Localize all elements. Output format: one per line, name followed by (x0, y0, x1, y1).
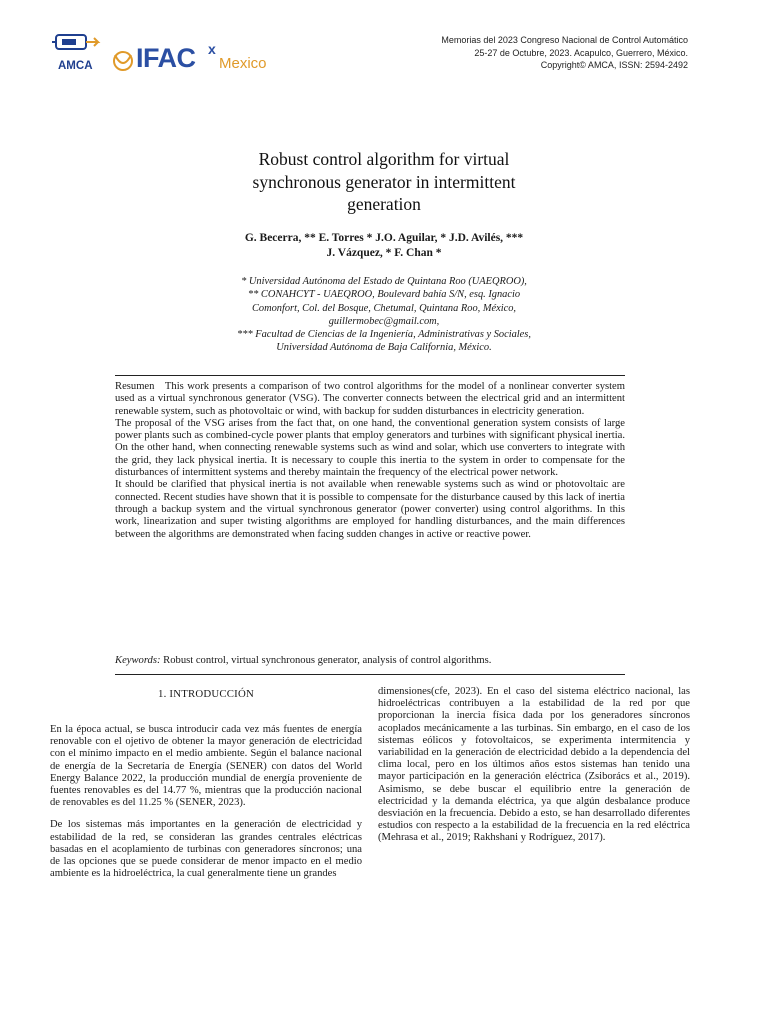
affiliation-line: *** Facultad de Ciencias de la Ingeniería, Administrativas y Sociales, (237, 329, 531, 341)
affiliation-line: * Universidad Autónoma del Estado de Quintana Roo (UAEQROO), (241, 276, 527, 287)
abstract-paragraph-2: The proposal of the VSG arises from the fact that, on one hand, the conventional generation system consists of large power plants such as combined-cycle power plants that employ generators and turbines with significant physical inertia. On the other hand, when connecting renewable systems such as wind and solar, which use converters to integrate with the grid, they lack physical inertia. It is necessary to couple this inertia to the system in order to compensate for the disturbances of intermittent systems and thereby maintain the frequency of the electrical power network. (115, 417, 625, 479)
conference-logos (50, 30, 280, 78)
keywords-label: Keywords: (115, 655, 161, 666)
abstract-paragraph-1 (115, 381, 625, 418)
abstract-paragraph-3: It should be clarified that physical inertia is not available when renewable systems such as wind or photovoltaic are connected. Recent studies have shown that it is possible to compensate for the disturbance caused by this lack of inertia through a backup system and the virtual synchronous generator (power converter) using control algorithms. In this work, linearization and super twisting algorithms are employed for handling disturbances, and the main differences between the algorithms are demonstrated when facing sudden changes in active or reactive power. (115, 479, 625, 540)
body-right-column (378, 686, 690, 855)
affiliations (150, 275, 618, 355)
conference-date-place: 25-27 de Octubre, 2023. Acapulco, Guerrero, México. (474, 47, 688, 58)
abstract-bottom-rule (115, 674, 625, 675)
abstract (115, 381, 625, 541)
abstract-top-rule (115, 375, 625, 376)
conference-info (441, 34, 688, 72)
ifac-logo-text: IFAC (136, 43, 196, 73)
title-line-1: Robust control algorithm for virtual (258, 149, 510, 169)
body-paragraph: En la época actual, se busca introducir cada vez más fuentes de energía renovable con el ojetivo de obtener la mayor generación de electricidad con el mínimo impacto en el medio ambiente. Según el balance nacional de energía de la Secretaría de Energía (SENER) con datos del World Energy Balance 2022, la producción mundial de energía proveniente de fuentes renovables es del 14.77 %, mientras que la producción nacional de renovables es del 11.25 % (SENER, 2023). (50, 724, 362, 809)
amca-logo-icon (52, 30, 102, 58)
authors-line-2: J. Vázquez, * F. Chan * (326, 247, 442, 259)
abstract-label: Resumen (115, 381, 155, 392)
body-left-column (50, 724, 362, 890)
amca-logo-text: AMCA (58, 60, 93, 72)
title-line-3: generation (347, 194, 421, 214)
copyright-notice: Copyright© AMCA, ISSN: 2594-2492 (540, 60, 688, 70)
keywords (115, 654, 625, 667)
affiliation-line: ** CONAHCYT - UAEQROO, Boulevard bahía S/N, esq. Ignacio (247, 289, 521, 301)
affiliation-line: Comonfort, Col. del Bosque, Chetumal, Quintana Roo, México, (251, 302, 517, 314)
conference-name: Memorias del 2023 Congreso Nacional de Control Automático (441, 35, 688, 45)
abstract-text: This work presents a comparison of two control algorithms for the model of a nonlinear converter system used as a virtual synchronous generator (VSG). The converter connects between the electrical grid and an intermittent renewable system, such as photovoltaic or wind, with backup for sudden disturbances in electricity generation. (115, 381, 625, 417)
paper-title (150, 148, 618, 216)
ifac-logo-superscript: x (208, 41, 216, 57)
author-list (150, 231, 618, 261)
keywords-text: Robust control, virtual synchronous generator, analysis of control algorithms. (163, 655, 492, 666)
title-line-2: synchronous generator in intermittent (252, 171, 516, 192)
body-paragraph: De los sistemas más importantes en la generación de electricidad y estabilidad de la red, se consideran las grandes centrales eléctricas basadas en el acoplamiento de turbinas con generadores síncronos; una de las opciones que se puede considerar de menor impacto en el medio ambiente es la hidroeléctrica, la cual generalmente tiene un grandes (50, 819, 362, 880)
affiliation-line: Universidad Autónoma de Baja California, México. (276, 342, 492, 354)
body-paragraph: dimensiones(cfe, 2023). En el caso del sistema eléctrico nacional, las hidroeléctricas contribuyen a la estabilidad de la red por que proporcionan la inercia física dada por los generadores síncronos acoplados mecánicamente a las turbinas. Sin embargo, en el caso de los sistemas eólicos y fotovoltaicos, se experimenta intermitencia y variabilidad en la generación de electricidad debido a la dependencia del clima local, pero en los últimos años estos sistemas han tenido una mayor participación en la generación eléctrica (Zsiborács et al., 2019). Asimismo, se debe buscar el equilibrio entre la generación de electricidad y la demanda eléctrica, ya que algún desbalance produce desviación en la frecuencia. Debido a esto, se han desarrollado diferentes estudios con respecto a la estabilidad de la frecuencia en la red eléctrica (Mehrasa et al., 2019; Rakhshani y Rodríguez, 2017). (378, 686, 690, 844)
ifac-emblem-icon (110, 49, 136, 73)
section-heading: 1. INTRODUCCIÓN (158, 688, 254, 700)
authors-line-1: G. Becerra, ** E. Torres * J.O. Aguilar, * J.D. Avilés, *** (244, 232, 524, 244)
affiliation-email: guillermobec@gmail.com, (328, 315, 440, 327)
ifac-logo-country: Mexico (219, 55, 267, 72)
